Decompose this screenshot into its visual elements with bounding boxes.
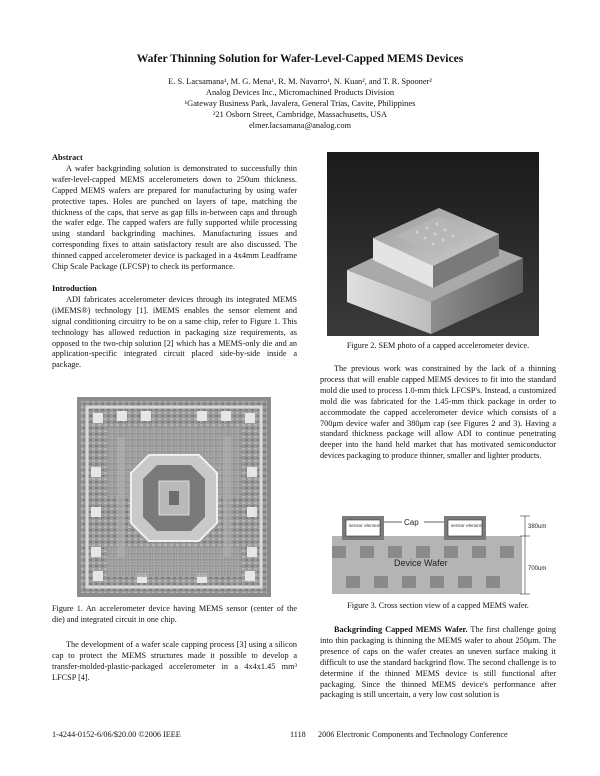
abstract-text: A wafer backgrinding solution is demonstrated to successfully thin wafer-level-capped MEMS accelerometers down to 250um thickness. Capped MEMS wafers are prepared for manufacturing by using wafer protective tapes. Holes are punched on layers of tape, matching the thickness of the caps, that serve as gap fills in-between caps and through the wafer edge. The capped wafers are fully supported while processing using standard backgrinding machines. Manufacturing issues and corresponding fixes to attain satisfactory result are also discussed. The thinned capped accelerometer device is packaged in a 4x4mm Leadframe Chip Scale Package (LFCSP) to check its performance.: [52, 163, 297, 272]
backgrinding-text: The first challenge going into thin packaging is thinning the MEMS wafer to about 250μm. The presence of caps on the wafer creates an uneven surface making it difficult to use the standard backgrind flow. The second challenge is to determine if the thinned MEMS device is still functional after packaging. Since the thinned MEMS device's performance after packaging is still uncertain, a very low cost solution is: [320, 625, 556, 700]
right-column-bottom: [320, 625, 556, 701]
cap-dimension: 380um: [528, 524, 547, 530]
figure-2-sem-photo: [327, 152, 539, 336]
figure-1-chip-photo: [77, 397, 271, 597]
affiliation-address-2: ²21 Osborn Street, Cambridge, Massachusetts, USA: [212, 110, 388, 119]
footer-copyright: 1-4244-0152-6/06/$20.00 ©2006 IEEE: [52, 730, 181, 739]
figure-1-caption: Figure 1. An accelerometer device having MEMS sensor (center of the die) and integrated circuit in one chip.: [52, 604, 297, 624]
introduction-heading: Introduction: [52, 283, 97, 293]
figure-3-cross-section: [320, 494, 556, 596]
introduction-text: ADI fabricates accelerometer devices through its integrated MEMS (iMEMS®) technology [1]. iMEMS enables the sensor element and signal conditioning circuitry to be on a same chip, refer to Figure 1. This technology has allowed reduction in packaging size requirements, as opposed to the two-chip solution [2] which has a MEMS-only die and an application-specific integrated circuit placed side-by-side inside a package.: [52, 294, 297, 370]
footer-conference: 2006 Electronic Components and Technology Conference: [318, 730, 508, 739]
abstract-heading: Abstract: [52, 153, 83, 162]
author-email: elmer.lacsamana@analog.com: [248, 121, 352, 130]
affiliation-org: Analog Devices Inc., Micromachined Products Division: [205, 88, 395, 97]
affiliation-address-1: ¹Gateway Business Park, Javalera, General Trias, Cavite, Philippines: [184, 99, 416, 108]
sensor-label-right: sensor element: [451, 523, 483, 528]
paper-title: Wafer Thinning Solution for Wafer-Level-Capped MEMS Devices: [136, 52, 464, 65]
wafer-dimension: 700um: [528, 566, 547, 572]
right-column-top: [320, 364, 556, 462]
figure-3-caption: Figure 3. Cross section view of a capped MEMS wafer.: [347, 601, 529, 610]
cap-label: Cap: [404, 518, 419, 527]
footer-page-number: 1118: [290, 730, 306, 739]
capping-paragraph: The development of a wafer scale capping process [3] using a silicon cap to protect the MEMS structures made it possible to develop a transfer-molded-plastic-packaged accelerometer in a 4x4x1.45 mm³ LFCSP [4].: [52, 640, 297, 682]
sensor-label-left: sensor element: [349, 523, 381, 528]
author-list: E. S. Lacsamana¹, M. G. Mena¹, R. M. Navarro¹, N. Kuan², and T. R. Spooner²: [168, 77, 432, 86]
device-wafer-label: Device Wafer: [394, 558, 448, 568]
left-column-top: [52, 153, 297, 371]
previous-work-paragraph: The previous work was constrained by the lack of a thinning process that will enable capped MEMS devices to fit into the standard mold die used to process 1.0-mm thick LFCSP's. Instead, a customized mold die was fabricated for the 1.45-mm thick package in order to accommodate the capped accelerometer device which consists of a 700μm device wafer and 380μm cap (see Figures 2 and 3). Having a standard thickness package will allow ADI to continue penetrating deeper into the hand held market that has motivated semiconductor devices packaging to produce thinner, smaller and lighter products.: [320, 364, 556, 461]
backgrinding-heading: Backgrinding Capped MEMS Wafer.: [334, 625, 468, 634]
left-column-bottom: [52, 640, 297, 684]
figure-2-caption: Figure 2. SEM photo of a capped accelerometer device.: [346, 341, 530, 350]
